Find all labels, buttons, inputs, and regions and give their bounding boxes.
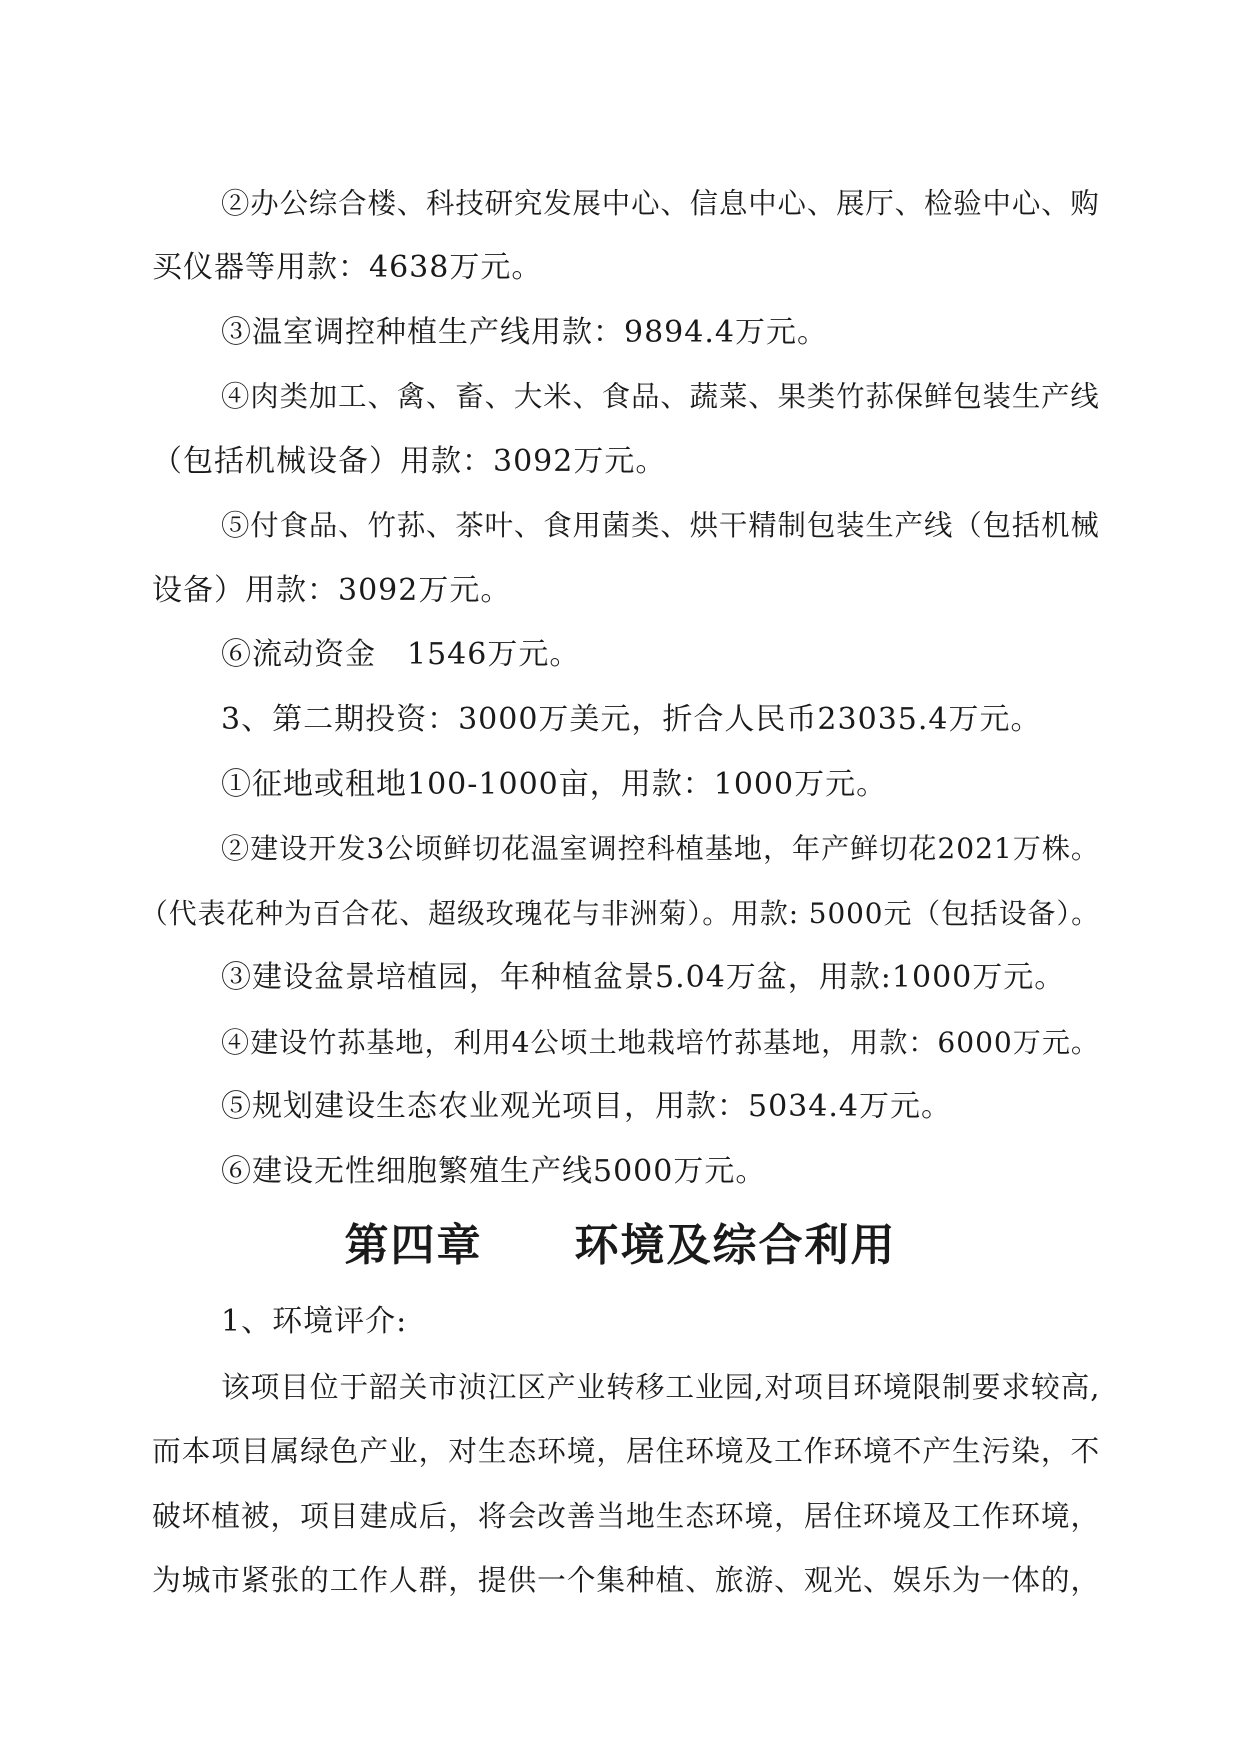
- item-line: ⑤规划建设生态农业观光项目，用款：5034.4万元。: [221, 1089, 952, 1124]
- paragraph-line: 该项目位于韶关市浈江区产业转移工业园,对项目环境限制要求较高,: [221, 1370, 1101, 1404]
- paragraph-line: 而本项目属绿色产业，对生态环境，居住环境及工作环境不产生污染，不: [152, 1434, 1101, 1468]
- item-line: （包括机械设备）用款：3092万元。: [152, 444, 667, 479]
- item-line: ⑥流动资金 1546万元。: [221, 637, 581, 672]
- item-line: （代表花种为百合花、超级玫瑰花与非洲菊）。用款: 5000元（包括设备）。: [140, 897, 1100, 930]
- item-line: ④肉类加工、禽、畜、大米、食品、蔬菜、果类竹荪保鲜包装生产线: [221, 380, 1100, 413]
- item-line: 设备）用款：3092万元。: [152, 573, 512, 608]
- chapter-heading: 第四章 环境及综合利用: [344, 1220, 897, 1271]
- item-line: ②建设开发3公顷鲜切花温室调控科植基地，年产鲜切花2021万株。: [221, 832, 1100, 865]
- item-line: ③建设盆景培植园，年种植盆景5.04万盆，用款:1000万元。: [221, 960, 1066, 995]
- section-title: 1、环境评介:: [221, 1304, 408, 1339]
- item-line: 买仪器等用款：4638万元。: [152, 250, 543, 285]
- item-line: ④建设竹荪基地，利用4公顷土地栽培竹荪基地，用款：6000万元。: [221, 1026, 1100, 1059]
- paragraph-line: 破坏植被，项目建成后，将会改善当地生态环境，居住环境及工作环境，: [152, 1499, 1101, 1533]
- item-line: ①征地或租地100-1000亩，用款：1000万元。: [221, 767, 888, 802]
- item-line: ⑥建设无性细胞繁殖生产线5000万元。: [221, 1154, 767, 1189]
- item-line: ②办公综合楼、科技研究发展中心、信息中心、展厅、检验中心、购: [221, 187, 1100, 220]
- paragraph-line: 为城市紧张的工作人群，提供一个集种植、旅游、观光、娱乐为一体的，: [152, 1563, 1101, 1597]
- item-line: ⑤付食品、竹荪、茶叶、食用菌类、烘干精制包装生产线（包括机械: [221, 509, 1100, 542]
- item-line: ③温室调控种植生产线用款：9894.4万元。: [221, 315, 828, 350]
- item-line: 3、第二期投资：3000万美元，折合人民币23035.4万元。: [221, 702, 1042, 737]
